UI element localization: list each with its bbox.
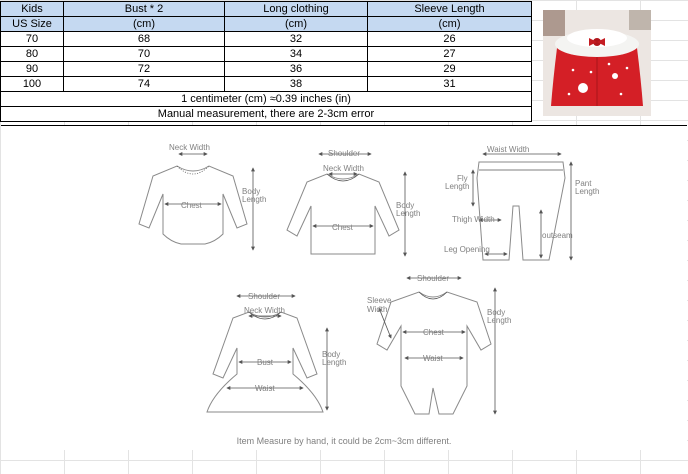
pants-fly-label-1: Fly (457, 174, 468, 183)
garment-sketches (1, 126, 687, 450)
cell-sleeve: 29 (368, 62, 532, 77)
cell-sleeve: 26 (368, 32, 532, 47)
pants-thigh-label: Thigh Width (452, 215, 495, 224)
romper-sketch (367, 274, 511, 414)
error-row (1, 107, 532, 122)
bodysuit-body-label-1: Body (242, 187, 261, 196)
unit-long-clothing: (cm) (225, 17, 368, 32)
bodysuit-body-label-2: Length (242, 195, 267, 204)
dress-neck-label: Neck Width (244, 306, 285, 315)
tee-chest-label: Chest (332, 223, 353, 232)
dress-bust-label: Bust (257, 358, 274, 367)
dress-sketch (207, 292, 346, 412)
pants-waist-label: Waist Width (487, 145, 530, 154)
bodysuit-sketch (139, 143, 266, 250)
header-sleeve-length: Sleeve Length (368, 2, 532, 17)
header-long-clothing: Long clothing (225, 2, 368, 17)
tee-body-label-2: Length (396, 209, 421, 218)
cell-size: 80 (1, 47, 64, 62)
cell-bust: 74 (64, 77, 225, 92)
header-row (1, 2, 532, 17)
romper-sleeve-label-2: Width (367, 305, 388, 314)
conversion-note: 1 centimeter (cm) ≈0.39 inches (in) (1, 92, 532, 107)
romper-body-label-1: Body (487, 308, 506, 317)
table-row (1, 77, 532, 92)
table-row (1, 47, 532, 62)
measurement-diagram (1, 125, 687, 450)
tee-neck-label: Neck Width (323, 164, 364, 173)
red-cape-coat-image (543, 10, 651, 116)
size-chart-table (0, 1, 532, 122)
pants-fly-label-2: Length (445, 182, 470, 191)
pants-leg-label: Leg Opening (444, 245, 490, 254)
romper-body-label-2: Length (487, 316, 512, 325)
cell-sleeve: 27 (368, 47, 532, 62)
tee-body-label-1: Body (396, 201, 415, 210)
romper-sleeve-label-1: Sleeve (367, 296, 392, 305)
header-unit-row (1, 17, 532, 32)
cell-length: 32 (225, 32, 368, 47)
cell-size: 100 (1, 77, 64, 92)
tee-sketch (287, 149, 420, 256)
table-row (1, 62, 532, 77)
cell-bust: 70 (64, 47, 225, 62)
table-row (1, 32, 532, 47)
cell-size: 70 (1, 32, 64, 47)
tee-shoulder-label: Shoulder (328, 149, 361, 158)
header-kids: Kids (1, 2, 64, 17)
cell-length: 36 (225, 62, 368, 77)
pants-sketch (444, 145, 599, 260)
dress-waist-label: Waist (255, 384, 275, 393)
cell-bust: 72 (64, 62, 225, 77)
cell-size: 90 (1, 62, 64, 77)
dress-body-label-2: Length (322, 358, 347, 367)
cell-bust: 68 (64, 32, 225, 47)
dress-body-label-1: Body (322, 350, 341, 359)
cell-length: 38 (225, 77, 368, 92)
pants-length-label-1: Pant (575, 179, 592, 188)
romper-waist-label: Waist (423, 354, 443, 363)
pants-outseam-label: outseam (542, 231, 573, 240)
romper-shoulder-label: Shoulder (417, 274, 450, 283)
dress-shoulder-label: Shoulder (248, 292, 281, 301)
cell-length: 34 (225, 47, 368, 62)
bodysuit-neck-label: Neck Width (169, 143, 210, 152)
conversion-row (1, 92, 532, 107)
romper-chest-label: Chest (423, 328, 444, 337)
cell-sleeve: 31 (368, 77, 532, 92)
pants-length-label-2: Length (575, 187, 600, 196)
diagram-footnote: Item Measure by hand, it could be 2cm~3cm different. (236, 436, 452, 446)
header-us-size: US Size (1, 17, 64, 32)
unit-bust: (cm) (64, 17, 225, 32)
unit-sleeve-length: (cm) (368, 17, 532, 32)
error-note: Manual measurement, there are 2-3cm error (1, 107, 532, 122)
product-photo (543, 10, 651, 116)
bodysuit-chest-label: Chest (181, 201, 202, 210)
header-bust: Bust * 2 (64, 2, 225, 17)
